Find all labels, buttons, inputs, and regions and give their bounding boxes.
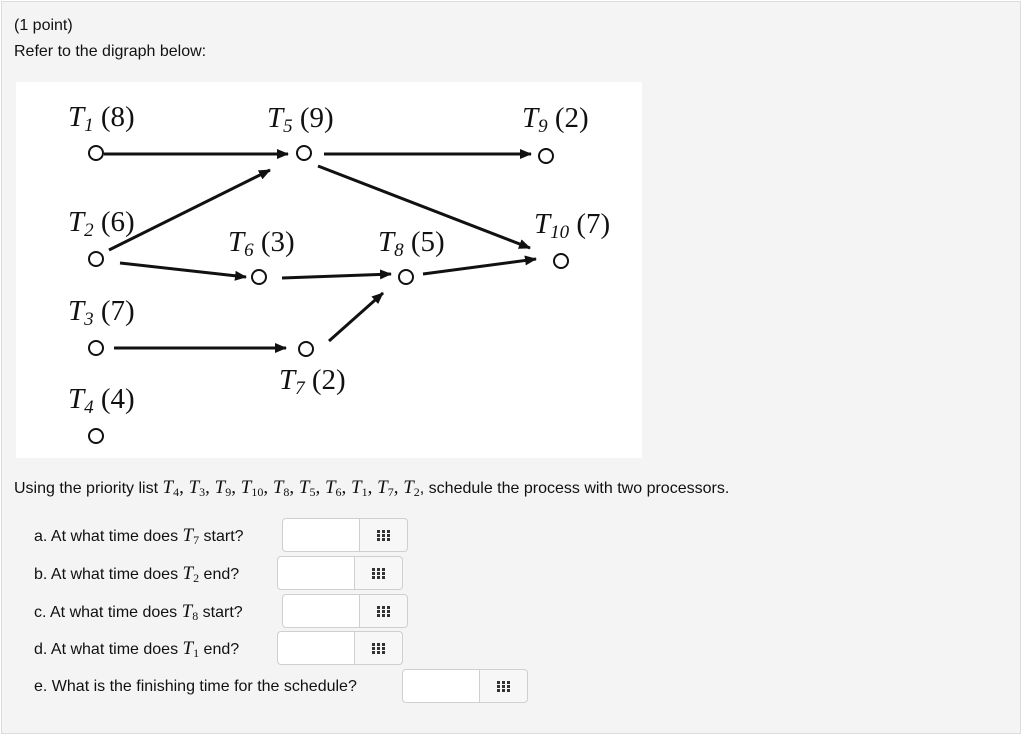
edge-t2-t6 bbox=[120, 263, 246, 277]
label-t10: $T_{10}$ (7) bbox=[534, 208, 611, 243]
keypad-e-button[interactable] bbox=[480, 669, 528, 703]
label-t6: $T_6$ (3) bbox=[228, 226, 295, 261]
node-t8 bbox=[398, 269, 414, 285]
edge-t8-t10 bbox=[423, 259, 536, 274]
priority-item: $T_4$, bbox=[162, 477, 189, 499]
node-t1 bbox=[88, 145, 104, 161]
label-t5: $T_5$ (9) bbox=[267, 102, 334, 137]
priority-item: $T_7$, bbox=[377, 477, 404, 499]
keypad-grid-icon bbox=[377, 530, 390, 541]
label-t2: $T_2$ (6) bbox=[68, 206, 135, 241]
label-t4: $T_4$ (4) bbox=[68, 383, 135, 418]
label-t9: $T_9$ (2) bbox=[522, 102, 589, 137]
node-t2 bbox=[88, 251, 104, 267]
node-t7 bbox=[298, 341, 314, 357]
label-t7: $T_7$ (2) bbox=[279, 364, 346, 399]
edge-t7-t8 bbox=[329, 293, 383, 341]
keypad-grid-icon bbox=[372, 568, 385, 579]
priority-item: $T_6$, bbox=[324, 477, 352, 499]
keypad-b-button[interactable] bbox=[355, 556, 403, 590]
node-t6 bbox=[251, 269, 267, 285]
question-c-label: c. At what time does $T_8$ start? bbox=[34, 601, 243, 623]
keypad-grid-icon bbox=[372, 643, 385, 654]
node-t5 bbox=[296, 145, 312, 161]
keypad-a-button[interactable] bbox=[360, 518, 408, 552]
question-b bbox=[34, 556, 414, 592]
digraph-image bbox=[16, 82, 642, 458]
answer-b-input[interactable] bbox=[277, 556, 355, 590]
keypad-grid-icon bbox=[377, 606, 390, 617]
question-a-label: a. At what time does $T_7$ start? bbox=[34, 525, 244, 547]
node-t9 bbox=[538, 148, 554, 164]
priority-list bbox=[162, 477, 420, 499]
problem-panel bbox=[1, 1, 1021, 734]
priority-item: $T_8$, bbox=[272, 477, 299, 499]
question-e-label: e. What is the finishing time for the schedule? bbox=[34, 678, 357, 695]
priority-item: $T_3$, bbox=[188, 477, 215, 499]
label-t1: $T_1$ (8) bbox=[68, 101, 135, 136]
label-t8: $T_8$ (5) bbox=[378, 226, 445, 261]
keypad-d-button[interactable] bbox=[355, 631, 403, 665]
answer-e-input[interactable] bbox=[402, 669, 480, 703]
node-t3 bbox=[88, 340, 104, 356]
node-t10 bbox=[553, 253, 569, 269]
priority-item: $T_{10}$, bbox=[240, 477, 273, 499]
answer-a-input[interactable] bbox=[282, 518, 360, 552]
question-d-label: d. At what time does $T_1$ end? bbox=[34, 638, 240, 660]
label-t3: $T_3$ (7) bbox=[68, 295, 135, 330]
priority-item: $T_9$, bbox=[214, 477, 241, 499]
node-t4 bbox=[88, 428, 104, 444]
points-label: (1 point) bbox=[14, 17, 73, 34]
keypad-grid-icon bbox=[497, 681, 510, 692]
instruction-text: Using the priority list $T_4$, $T_3$, $T_9$, $T_{10}$, $T_8$, $T_5$, $T_6$, $T_1$, $T_7$, $T_2$, schedule the process with two processors. bbox=[14, 477, 730, 499]
priority-item: $T_1$, bbox=[351, 477, 378, 499]
answer-d-input[interactable] bbox=[277, 631, 355, 665]
question-d bbox=[34, 631, 414, 667]
question-c bbox=[34, 594, 414, 630]
question-a bbox=[34, 518, 414, 554]
priority-item: $T_5$, bbox=[298, 477, 325, 499]
priority-item: $T_2$ bbox=[403, 477, 420, 499]
question-b-label: b. At what time does $T_2$ end? bbox=[34, 563, 240, 585]
answer-c-input[interactable] bbox=[282, 594, 360, 628]
keypad-c-button[interactable] bbox=[360, 594, 408, 628]
question-e bbox=[34, 669, 534, 705]
edge-t6-t8 bbox=[282, 274, 391, 278]
intro-text: Refer to the digraph below: bbox=[14, 43, 207, 60]
